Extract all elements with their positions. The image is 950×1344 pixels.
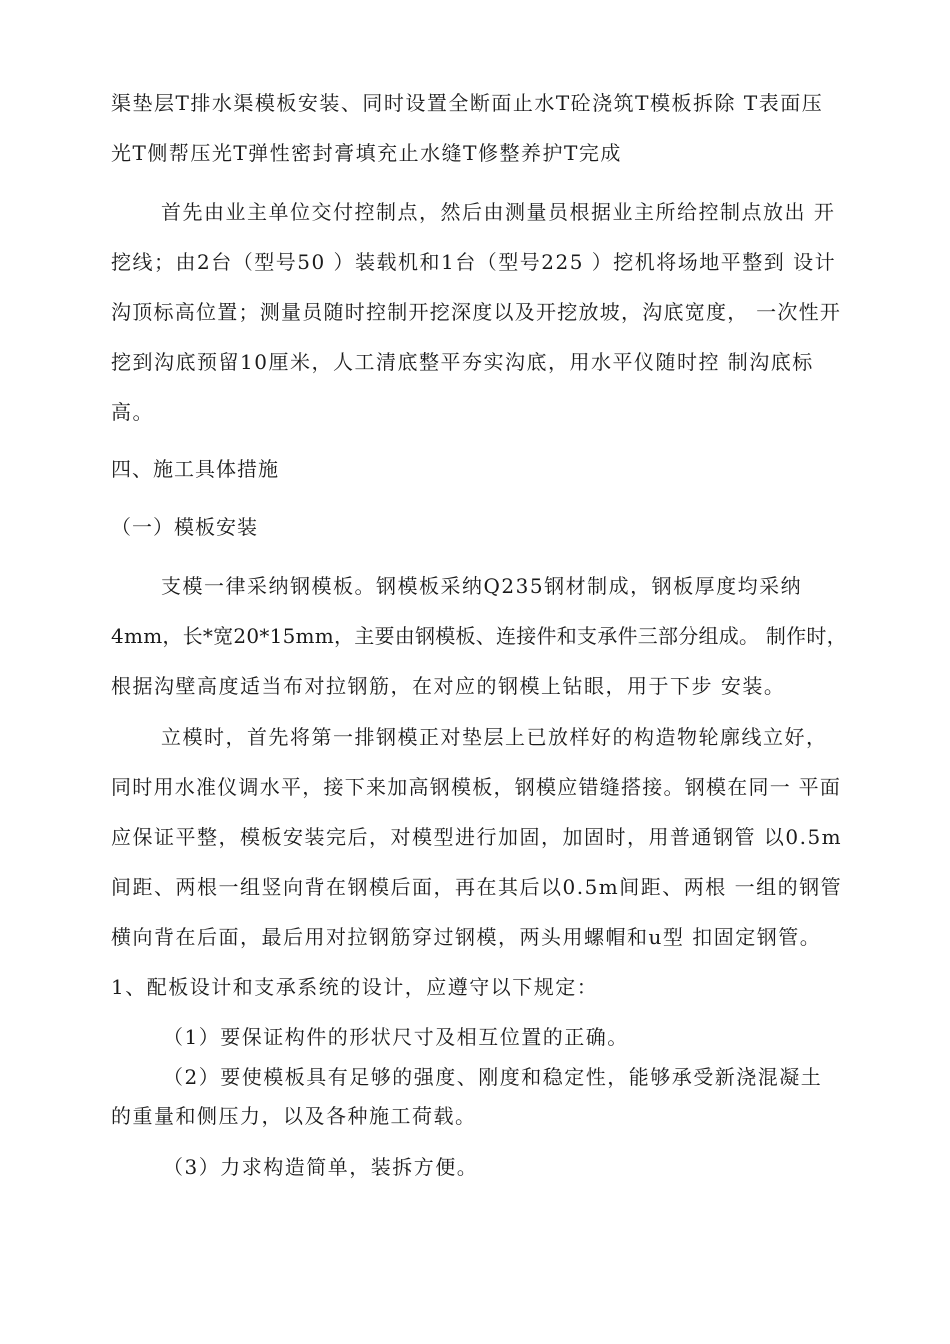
- section-heading: 四、施工具体措施: [111, 457, 279, 481]
- list-item: （1）要保证构件的形状尺寸及相互位置的正确。: [163, 1025, 629, 1049]
- paragraph-line: 4mm，长*宽20*15mm，主要由钢模板、连接件和支承件三部分组成。 制作时，: [111, 624, 847, 648]
- subsection-heading: （一）模板安装: [111, 515, 258, 539]
- list-item: （3）力求构造简单，装拆方便。: [163, 1155, 479, 1179]
- paragraph-line: 支模一律采纳钢模板。钢模板采纳Q235钢材制成，钢板厚度均采纳: [161, 574, 803, 598]
- paragraph-line: 高。: [111, 400, 154, 424]
- paragraph-line: 挖线；由2台（型号50 ）装载机和1台（型号225 ）挖机将场地平整到 设计: [111, 250, 837, 274]
- paragraph-line: 光T侧帮压光T弹性密封膏填充止水缝T修整养护T完成: [111, 141, 622, 165]
- list-heading: 1、配板设计和支承系统的设计，应遵守以下规定：: [111, 975, 599, 999]
- paragraph-line: 横向背在后面，最后用对拉钢筋穿过钢模，两头用螺帽和u型 扣固定钢管。: [111, 925, 822, 949]
- paragraph-line: 根据沟壁高度适当布对拉钢筋，在对应的钢模上钻眼，用于下步 安装。: [111, 674, 786, 698]
- paragraph-line: 同时用水准仪调水平，接下来加高钢模板，钢模应错缝搭接。钢模在同一 平面: [111, 775, 842, 799]
- paragraph-line: 间距、两根一组竖向背在钢模后面，再在其后以0.5m间距、两根 一组的钢管: [111, 875, 843, 899]
- list-item-continuation: 的重量和侧压力，以及各种施工荷载。: [111, 1104, 477, 1128]
- paragraph-line: 立模时，首先将第一排钢模正对垫层上已放样好的构造物轮廓线立好，: [161, 725, 828, 749]
- paragraph-line: 挖到沟底预留10厘米，人工清底整平夯实沟底，用水平仪随时控 制沟底标: [111, 350, 814, 374]
- paragraph-line: 沟顶标高位置；测量员随时控制开挖深度以及开挖放坡，沟底宽度， 一次性开: [111, 300, 842, 324]
- paragraph-line: 应保证平整，模板安装完后，对模型进行加固，加固时，用普通钢管 以0.5m: [111, 825, 843, 849]
- paragraph-line: 首先由业主单位交付控制点，然后由测量员根据业主所给控制点放出 开: [161, 200, 836, 224]
- paragraph-line: 渠垫层T排水渠模板安装、同时设置全断面止水T砼浇筑T模板拆除 T表面压: [111, 91, 824, 115]
- list-item: （2）要使模板具有足够的强度、刚度和稳定性，能够承受新浇混凝土: [163, 1065, 823, 1089]
